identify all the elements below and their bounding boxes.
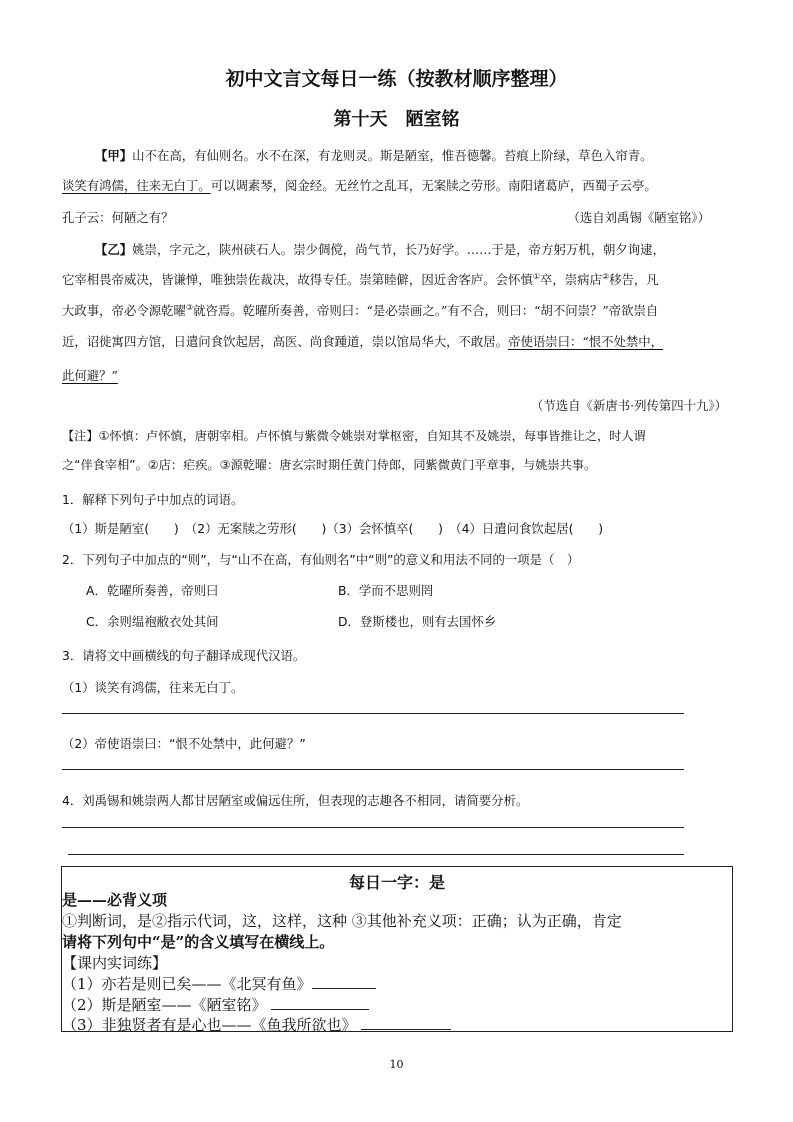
meaning-heading: 是——必背义项 bbox=[62, 891, 168, 909]
passage-yi-line-5 bbox=[62, 366, 118, 384]
option-d: D．登斯楼也，则有去国怀乡 bbox=[338, 614, 497, 629]
answer-blank-1[interactable] bbox=[312, 974, 376, 989]
answer-line-3-2 bbox=[62, 769, 684, 770]
lesson-title: 第十天 陋室铭 bbox=[333, 109, 460, 130]
exercise-3: （3）非独贤者有是心也——《鱼我所欲也》 bbox=[62, 1014, 451, 1035]
question-1-stem: 1．解释下列句子中加点的词语。 bbox=[62, 492, 244, 507]
exercise-1: （1）亦若是则已矣——《北冥有鱼》 bbox=[62, 973, 376, 994]
page-number: 10 bbox=[389, 1058, 404, 1071]
instruction: 请将下列句中“是”的含义填写在横线上。 bbox=[62, 933, 335, 951]
option-b: B．学而不思则罔 bbox=[338, 583, 434, 598]
notes-line-2: 之“伴食宰相”。②店：疟疾。③源乾曜：唐玄宗时期任黄门侍郎，同紫微黄门平章事，与姚崇共事。 bbox=[62, 458, 597, 472]
page-title: 初中文言文每日一练（按教材顺序整理） bbox=[225, 68, 568, 90]
exercise-2: （2）斯是陋室——《陋室铭》 bbox=[62, 994, 369, 1015]
passage-yi-line-4: 近，诏徙寓四方馆，日遣问食饮起居，高医、尚食踵道，崇以馆局华大，不敢居。帝使语崇曰：“恨不处禁中， bbox=[62, 334, 664, 349]
question-4-stem: 4．刘禹锡和姚崇两人都甘居陋室或偏远住所，但表现的志趣各不相同，请简要分析。 bbox=[62, 793, 529, 808]
daily-character-title: 每日一字：是 bbox=[348, 873, 445, 892]
question-3-sentence-2: （2）帝使语崇曰：“恨不处禁中，此何避？” bbox=[62, 736, 306, 751]
answer-blank-2[interactable] bbox=[271, 995, 369, 1010]
underlined-sentence-2a: 帝使语崇曰：“恨不处禁中， bbox=[508, 334, 664, 349]
passage-jia-line-3: 孔子云：何陋之有？ bbox=[62, 210, 174, 225]
question-3-sentence-1: （1）谈笑有鸿儒，往来无白丁。 bbox=[62, 680, 244, 695]
option-c: C．余则缊袍敝衣处其间 bbox=[86, 614, 219, 629]
passage-yi-line-2: 它宰相畏帝威决，皆谦惮，唯独崇佐裁决，故得专任。崇第睦僻，因近舍客庐。会怀慎①卒，崇病店②移告，凡 bbox=[62, 271, 659, 287]
passage-jia-line-1: 【甲】山不在高，有仙则名。水不在深，有龙则灵。斯是陋室，惟吾德馨。苔痕上阶绿，草色入帘青。 bbox=[95, 148, 653, 163]
underlined-sentence-1: 谈笑有鸿儒，往来无白丁。 bbox=[62, 178, 211, 193]
underlined-sentence-2b: 此何避？” bbox=[62, 368, 118, 383]
notes-line-1: 【注】①怀慎：卢怀慎，唐朝宰相。卢怀慎与紫微令姚崇对掌枢密，自知其不及姚崇，每事皆推让之，时人谓 bbox=[62, 429, 646, 443]
question-2-stem: 2．下列句子中加点的“则”，与“山不在高，有仙则名”中“则”的意义和用法不同的一项是（ ） bbox=[62, 552, 580, 567]
passage-yi-source: （节选自《新唐书·列传第四十九》） bbox=[531, 398, 727, 413]
practice-section-label: 【课内实词练】 bbox=[62, 954, 168, 972]
answer-line-3-1 bbox=[62, 713, 684, 714]
answer-line-4-2 bbox=[68, 854, 684, 855]
meaning-list: ①判断词，是②指示代词，这，这样，这种 ③其他补充义项：正确；认为正确，肯定 bbox=[62, 912, 622, 930]
option-a: A．乾曜所奏善，帝则曰 bbox=[86, 583, 219, 598]
passage-jia-source: （选自刘禹锡《陋室铭》） bbox=[567, 210, 710, 225]
passage-yi-line-1: 【乙】姚崇，字元之，陕州硖石人。崇少倜傥，尚气节，长乃好学。……于是，帝方躬万机，朝夕询逮， bbox=[95, 242, 665, 257]
passage-jia-line-2: 谈笑有鸿儒，往来无白丁。可以调素琴，阅金经。无丝竹之乱耳，无案牍之劳形。南阳诸葛庐，西蜀子云亭。 bbox=[62, 178, 657, 193]
passage-yi-line-3: 大政事，帝必令源乾曜③就咨焉。乾曜所奏善，帝则曰：“是必崇画之。”有不合，则曰：“胡不问崇？”帝欲崇自 bbox=[62, 302, 659, 318]
question-3-stem: 3．请将文中画横线的句子翻译成现代汉语。 bbox=[62, 648, 306, 663]
answer-blank-3[interactable] bbox=[361, 1015, 451, 1030]
question-1-items: （1）斯是陋室( ) （2）无案牍之劳形( )（3）会怀慎卒( ) （4）日遣问食饮起居( ) bbox=[62, 521, 604, 536]
answer-line-4-1 bbox=[62, 827, 684, 828]
